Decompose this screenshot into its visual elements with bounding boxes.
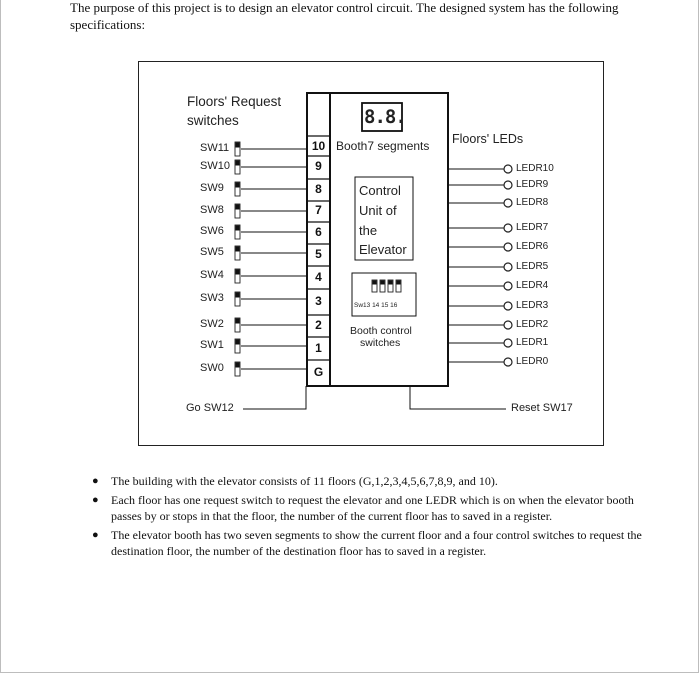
switch-label: SW0 — [200, 362, 224, 374]
go-switch-label: Go SW12 — [186, 402, 234, 414]
led-label: LEDR1 — [516, 337, 549, 348]
specification-item — [92, 473, 662, 490]
switch-label: SW11 — [200, 142, 230, 154]
floor-number: 5 — [315, 247, 322, 261]
floors-leds-title: Floors' LEDs — [452, 132, 524, 146]
request-switches-title-line1: Floors' Request — [187, 94, 282, 109]
booth-seven-segments-label: Booth7 segments — [336, 139, 430, 153]
reset-switch-label: Reset SW17 — [511, 402, 573, 414]
booth-control-switch-box — [352, 273, 416, 316]
led-indicators — [504, 165, 512, 366]
request-switch-wires — [241, 149, 307, 369]
floor-number: 2 — [315, 318, 322, 332]
switch-label: SW1 — [200, 339, 224, 351]
switch-label: SW2 — [200, 318, 224, 330]
bullet-icon: ● — [92, 493, 99, 506]
floor-number: 4 — [315, 270, 322, 284]
led-label: LEDR6 — [516, 241, 549, 252]
specification-text: The building with the elevator consists of 11 floors (G,1,2,3,4,5,6,7,8,9, and 10). — [111, 474, 498, 488]
request-switches-title-line2: switches — [187, 113, 239, 128]
led-label: LEDR2 — [516, 319, 549, 330]
booth-control-label-line1: Booth control — [350, 325, 412, 337]
switch-label: SW8 — [200, 204, 224, 216]
floor-number: 8 — [315, 182, 322, 196]
seven-segment-readout: 8.8. — [364, 106, 406, 128]
floor-number: 6 — [315, 225, 322, 239]
led-label: LEDR9 — [516, 179, 549, 190]
dip-switch-icons — [372, 280, 401, 292]
led-label: LEDR7 — [516, 222, 549, 233]
control-unit-label-line2: Unit of — [359, 203, 397, 218]
switch-label: SW10 — [200, 160, 230, 172]
specification-text: The elevator booth has two seven segments to show the current floor and a four control switches to request the destination floor, the number of the destination floor has to saved in a register. — [111, 527, 642, 558]
floor-number: 3 — [315, 294, 322, 308]
led-label: LEDR0 — [516, 356, 549, 367]
led-label: LEDR3 — [516, 300, 549, 311]
specification-item — [92, 527, 662, 560]
led-label: LEDR10 — [516, 163, 554, 174]
switch-label: SW9 — [200, 182, 224, 194]
floor-number: 10 — [311, 139, 326, 153]
switch-label: SW6 — [200, 225, 224, 237]
bullet-icon: ● — [92, 475, 99, 487]
request-switch-icons — [235, 142, 240, 376]
control-unit-label-line1: Control — [359, 183, 401, 198]
switch-label: SW3 — [200, 292, 224, 304]
led-wires — [448, 169, 504, 362]
led-label: LEDR5 — [516, 261, 549, 272]
booth-control-label-line2: switches — [360, 337, 401, 349]
specification-text: Each floor has one request switch to request the elevator and one LEDR which is on when the elevator booth passes by or stops in that the floor, the number of the current floor has to saved in a register. — [111, 492, 634, 523]
specification-list — [92, 473, 662, 562]
led-label: LEDR8 — [516, 197, 549, 208]
bullet-icon: ● — [92, 528, 99, 541]
dip-switch-label: Sw13 14 15 16 — [354, 302, 398, 309]
floor-number: G — [313, 365, 324, 379]
floor-number: 7 — [315, 203, 322, 217]
go-switch-wire — [243, 386, 306, 409]
reset-switch-wire — [410, 386, 506, 409]
floor-number: 1 — [315, 341, 322, 355]
control-unit-label-line4: Elevator — [359, 242, 407, 257]
control-unit-label-line3: the — [359, 223, 378, 238]
floor-number: 9 — [315, 159, 322, 173]
intro-paragraph: The purpose of this project is to design an elevator control circuit. The designed system has the following specifications: — [70, 0, 619, 32]
led-label: LEDR4 — [516, 280, 549, 291]
specification-item — [92, 492, 662, 525]
switch-label: SW4 — [200, 269, 224, 281]
switch-label: SW5 — [200, 246, 224, 258]
